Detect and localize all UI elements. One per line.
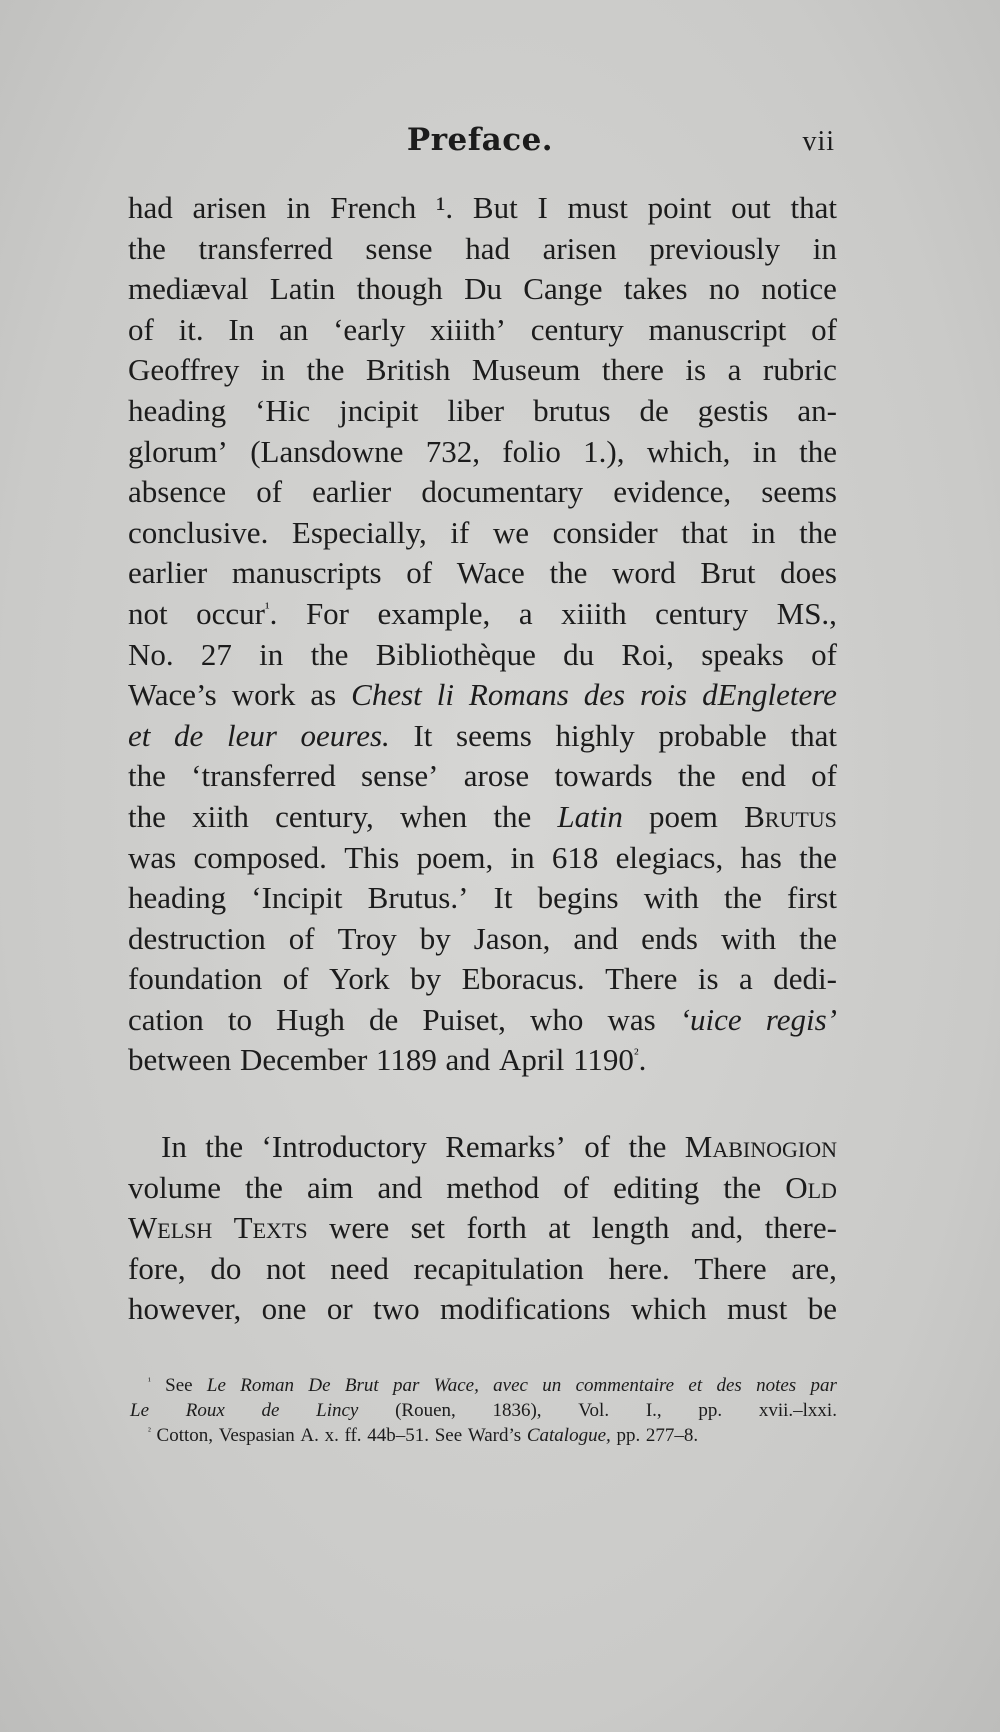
word: Brutus.’ [367, 880, 469, 916]
text-line [128, 756, 837, 797]
word: See [165, 1375, 193, 1396]
word: 27 [200, 636, 232, 672]
word: avec [493, 1375, 528, 1396]
word: glorum’ [128, 433, 228, 469]
word: Geoffrey [128, 352, 240, 388]
word: which [630, 1291, 707, 1327]
text-line [128, 1249, 837, 1290]
word: par [810, 1375, 837, 1396]
word: Mabinogion [684, 1129, 837, 1165]
word: poem [649, 798, 718, 834]
running-title: Preface. [406, 122, 554, 158]
word: need [330, 1250, 389, 1286]
word: arisen [192, 190, 267, 225]
word: with [643, 880, 699, 916]
word: Brut [700, 555, 756, 591]
word: a [518, 595, 533, 631]
word: of [288, 920, 315, 956]
word: notice [761, 271, 837, 307]
word: Especially, [291, 514, 427, 550]
word: is [697, 961, 719, 997]
word: be [807, 1291, 837, 1327]
word: Latin [557, 798, 623, 834]
word: 1836), [492, 1400, 542, 1421]
word: MS., [776, 595, 837, 631]
text-line [128, 716, 837, 757]
word: the [628, 1129, 667, 1165]
word: an- [797, 392, 837, 428]
word: notes [756, 1375, 797, 1396]
word: however, [128, 1291, 242, 1327]
word: foundation [128, 961, 263, 997]
word: of [406, 555, 433, 591]
footnote-line [130, 1423, 837, 1448]
word: Troy [337, 920, 397, 956]
word: of [128, 311, 154, 347]
paragraph-1 [128, 188, 837, 1081]
word: speaks [701, 636, 784, 672]
word: that [681, 514, 728, 550]
word: by [419, 920, 451, 956]
word: the [205, 1129, 244, 1165]
word: Wace, [433, 1375, 479, 1396]
word: of [811, 636, 837, 672]
word: consider [552, 514, 658, 550]
word: highly [555, 717, 635, 753]
word: if [450, 514, 470, 550]
word: work [231, 677, 296, 713]
word: begins [537, 880, 619, 916]
word: Museum [471, 352, 581, 388]
word: we [492, 514, 530, 550]
text-line [128, 1289, 837, 1330]
word: editing [613, 1169, 700, 1205]
text-line [128, 797, 837, 838]
word: folio [502, 433, 561, 469]
word: Roux [185, 1400, 225, 1421]
word: ‘uice [679, 1001, 742, 1037]
word: (Lansdowne [250, 433, 404, 469]
word: Romans [468, 677, 569, 713]
word: Vol. [578, 1400, 610, 1421]
word: destruction [128, 920, 266, 956]
word: pp. [698, 1400, 723, 1421]
word: xiith [192, 798, 249, 834]
footnote-marker: ¹ [148, 1376, 151, 1387]
word: that [790, 717, 837, 753]
word: fore, [128, 1250, 186, 1286]
word: manuscript [648, 311, 787, 347]
word: the [799, 920, 837, 956]
footnote-line [130, 1398, 837, 1423]
text-line [128, 675, 837, 716]
word: length [591, 1210, 670, 1246]
word: ends [641, 920, 698, 956]
word: heading [128, 880, 227, 916]
word: absence [128, 474, 227, 510]
word: in [510, 839, 535, 875]
word: rubric [762, 352, 837, 388]
word: Roi, [621, 636, 674, 672]
word: It [493, 880, 513, 916]
word: x. [324, 1425, 339, 1446]
body-text [128, 188, 837, 1330]
word: one [261, 1291, 307, 1327]
text-line [128, 553, 837, 594]
word: of [563, 1169, 590, 1205]
text-line [128, 1000, 837, 1041]
word: here. [608, 1250, 670, 1286]
word: set [410, 1210, 446, 1246]
word: But [472, 190, 518, 225]
word: Chest [351, 677, 422, 713]
word: Du [464, 271, 502, 307]
word: who [529, 1001, 584, 1037]
word: the [128, 798, 166, 834]
word: pp. [616, 1425, 641, 1446]
word: out [731, 190, 771, 225]
text-line [128, 432, 837, 473]
word: when [399, 798, 468, 834]
word: century [530, 311, 624, 347]
word: to [227, 1001, 252, 1037]
word: of [584, 1129, 611, 1165]
word: des [716, 1375, 742, 1396]
word: ‘transferred [191, 758, 336, 794]
word: (Rouen, [395, 1400, 456, 1421]
word: manuscripts [231, 555, 382, 591]
word: do [210, 1250, 242, 1286]
word: though [356, 271, 443, 307]
word: the [128, 230, 166, 266]
word: of [811, 758, 837, 794]
word: de [174, 717, 204, 753]
word: modifications [439, 1291, 611, 1327]
word: the [493, 798, 532, 834]
word: commentaire [575, 1375, 675, 1396]
word: $1190^{^2}$. [573, 1042, 647, 1078]
word: had [465, 230, 510, 266]
word: end [741, 758, 786, 794]
word: liber [447, 392, 505, 428]
word: there [601, 352, 664, 388]
word: the [799, 433, 837, 469]
word: conclusive. [128, 514, 269, 550]
word: takes [623, 271, 688, 307]
text-line [128, 188, 837, 229]
text-line [128, 959, 837, 1000]
word: occur$^{^1}$. [196, 595, 278, 631]
text-line [128, 919, 837, 960]
word: Catalogue, [526, 1425, 611, 1446]
word: rois [640, 677, 688, 713]
word: It [413, 717, 433, 753]
word: elegiacs, [615, 839, 724, 875]
word: Lincy [316, 1400, 359, 1421]
word: ‘Incipit [251, 880, 343, 916]
word: regis’ [765, 1001, 837, 1037]
word: Jason, [473, 920, 551, 956]
word: of [811, 311, 837, 347]
word: there- [764, 1210, 837, 1246]
word: documentary [421, 474, 584, 510]
word: et [128, 717, 151, 753]
footnote-marker: ² [148, 1426, 151, 1437]
word: recapitulation [413, 1250, 584, 1286]
word: brutus [533, 392, 611, 428]
word: forth [466, 1210, 527, 1246]
word: arisen [542, 230, 617, 266]
text-line [128, 1208, 837, 1249]
word: in [286, 190, 311, 225]
word: jncipit [339, 392, 419, 428]
word: seems [761, 474, 837, 510]
word: are, [791, 1250, 837, 1286]
word: 277–8. [645, 1425, 699, 1446]
word: ‘Hic [255, 392, 311, 428]
word: arose [463, 758, 530, 794]
word: the [723, 880, 762, 916]
word: in [812, 230, 837, 266]
word: Wace [456, 555, 525, 591]
text-line [128, 1127, 837, 1168]
word: not [266, 1250, 306, 1286]
word: as [310, 677, 337, 713]
word: evidence, [613, 474, 732, 510]
paragraph-2 [128, 1127, 837, 1330]
word: Le [206, 1375, 226, 1396]
word: In [228, 311, 255, 347]
word: Remarks’ [445, 1129, 566, 1165]
word: dEngletere [702, 677, 837, 713]
word: British [365, 352, 451, 388]
text-line [128, 635, 837, 676]
text-line [128, 1040, 837, 1081]
word: xvii.–lxxi. [758, 1400, 837, 1421]
word: composed. [193, 839, 327, 875]
word: de [639, 392, 669, 428]
word: xiiith [561, 595, 627, 631]
word: heading [128, 392, 227, 428]
word: and [445, 1042, 491, 1078]
text-line [128, 310, 837, 351]
word: In [161, 1129, 187, 1165]
paragraph-gap [128, 1081, 837, 1127]
word: Ward’s [467, 1425, 522, 1446]
word: by [410, 961, 442, 997]
text-line [128, 1168, 837, 1209]
word: the [799, 839, 837, 875]
word: century, [275, 798, 374, 834]
word: at [548, 1210, 571, 1246]
word: des [583, 677, 626, 713]
footnote-line [130, 1373, 837, 1398]
word: which, [646, 433, 731, 469]
word: un [542, 1375, 562, 1396]
text-line [128, 513, 837, 554]
text-line [128, 838, 837, 879]
word: has [740, 839, 782, 875]
page-number: vii [802, 126, 835, 157]
word: was [607, 1001, 656, 1037]
word: ¹. [436, 190, 454, 225]
word: Cange [523, 271, 603, 307]
word: or [326, 1291, 353, 1327]
word: the [245, 1169, 283, 1205]
word: du [563, 636, 595, 672]
word: it. [178, 311, 204, 347]
word: sense’ [361, 758, 439, 794]
word: a [738, 961, 753, 997]
word: and, [690, 1210, 744, 1246]
word: in [752, 433, 777, 469]
word: Latin [269, 271, 336, 307]
word: See [434, 1425, 463, 1446]
text-line [128, 391, 837, 432]
word: French [330, 190, 417, 225]
word: the [549, 555, 588, 591]
word: Cotton, [156, 1425, 214, 1446]
word: Vespasian [218, 1425, 295, 1446]
word: first [787, 880, 837, 916]
word: li [436, 677, 454, 713]
word: the [310, 636, 349, 672]
word: leur [226, 717, 277, 753]
word: of [282, 961, 309, 997]
word: the [723, 1169, 762, 1205]
word: poem, [416, 839, 494, 875]
word: earlier [128, 555, 208, 591]
text-line [128, 594, 837, 635]
word: earlier [312, 474, 392, 510]
word: example, [377, 595, 491, 631]
word: et [688, 1375, 703, 1396]
word: ff. [344, 1425, 362, 1446]
word: Old [785, 1169, 837, 1205]
word: the [799, 514, 837, 550]
word: mediæval [128, 271, 249, 307]
word: 1189 [376, 1042, 437, 1078]
word: must [727, 1291, 788, 1327]
footnotes [130, 1373, 837, 1448]
word: an [279, 311, 309, 347]
word: Brutus [744, 798, 837, 834]
word: sense [365, 230, 433, 266]
word: de [369, 1001, 399, 1037]
page-header [125, 122, 835, 166]
word: that [790, 190, 837, 225]
word: De [308, 1375, 331, 1396]
word: does [780, 555, 837, 591]
word: Hugh [276, 1001, 345, 1037]
word: ‘early [333, 311, 406, 347]
word: December [239, 1042, 368, 1078]
word: and [573, 920, 619, 956]
word: 1.), [583, 433, 625, 469]
word: A. [300, 1425, 319, 1446]
word: Eboracus. [461, 961, 585, 997]
text-line [128, 472, 837, 513]
word: oeures. [300, 717, 390, 753]
word: aim [306, 1169, 354, 1205]
word: method [446, 1169, 540, 1205]
word: was [128, 839, 177, 875]
text-line [128, 878, 837, 919]
word: I., [645, 1400, 662, 1421]
word: par [392, 1375, 420, 1396]
word: in [260, 352, 285, 388]
word: Welsh [128, 1210, 213, 1246]
word: must [567, 190, 628, 225]
word: de [261, 1400, 280, 1421]
word: Puiset, [422, 1001, 506, 1037]
word: the [677, 758, 716, 794]
word: dedi- [773, 961, 837, 997]
word: No. [128, 636, 174, 672]
word: point [647, 190, 712, 225]
word: word [612, 555, 676, 591]
word: no [708, 271, 740, 307]
word: of [256, 474, 283, 510]
word: Wace’s [128, 677, 217, 713]
word: There [605, 961, 678, 997]
word: ‘Introductory [261, 1129, 427, 1165]
word: xiiith’ [430, 311, 506, 347]
word: the [128, 758, 166, 794]
word: This [344, 839, 400, 875]
word: Bibliothèque [375, 636, 536, 672]
word: is [685, 352, 707, 388]
word: a [727, 352, 742, 388]
word: Roman [240, 1375, 295, 1396]
word: in [259, 636, 284, 672]
word: Brut [344, 1375, 379, 1396]
word: Texts [233, 1210, 308, 1246]
word: There [694, 1250, 767, 1286]
word: April [498, 1042, 565, 1078]
word: two [373, 1291, 420, 1327]
word: with [720, 920, 777, 956]
word: cation [128, 1001, 204, 1037]
word: probable [658, 717, 767, 753]
word: previously [649, 230, 781, 266]
word: century [655, 595, 749, 631]
word: and [377, 1169, 423, 1205]
word: towards [554, 758, 653, 794]
word: were [328, 1210, 390, 1246]
word: not [128, 595, 168, 631]
word: For [305, 595, 350, 631]
word: volume [128, 1169, 221, 1205]
word: had [128, 190, 173, 225]
word: between [128, 1042, 232, 1078]
word: York [329, 961, 390, 997]
word: in [751, 514, 776, 550]
text-line [128, 229, 837, 270]
word: 732, [425, 433, 480, 469]
word: 44b–51. [367, 1425, 429, 1446]
word: seems [456, 717, 532, 753]
word: I [537, 190, 548, 225]
word: transferred [198, 230, 333, 266]
word: gestis [697, 392, 769, 428]
text-line [128, 269, 837, 310]
word: the [306, 352, 345, 388]
text-line [128, 350, 837, 391]
word: 618 [551, 839, 599, 875]
word: Le [130, 1400, 149, 1421]
